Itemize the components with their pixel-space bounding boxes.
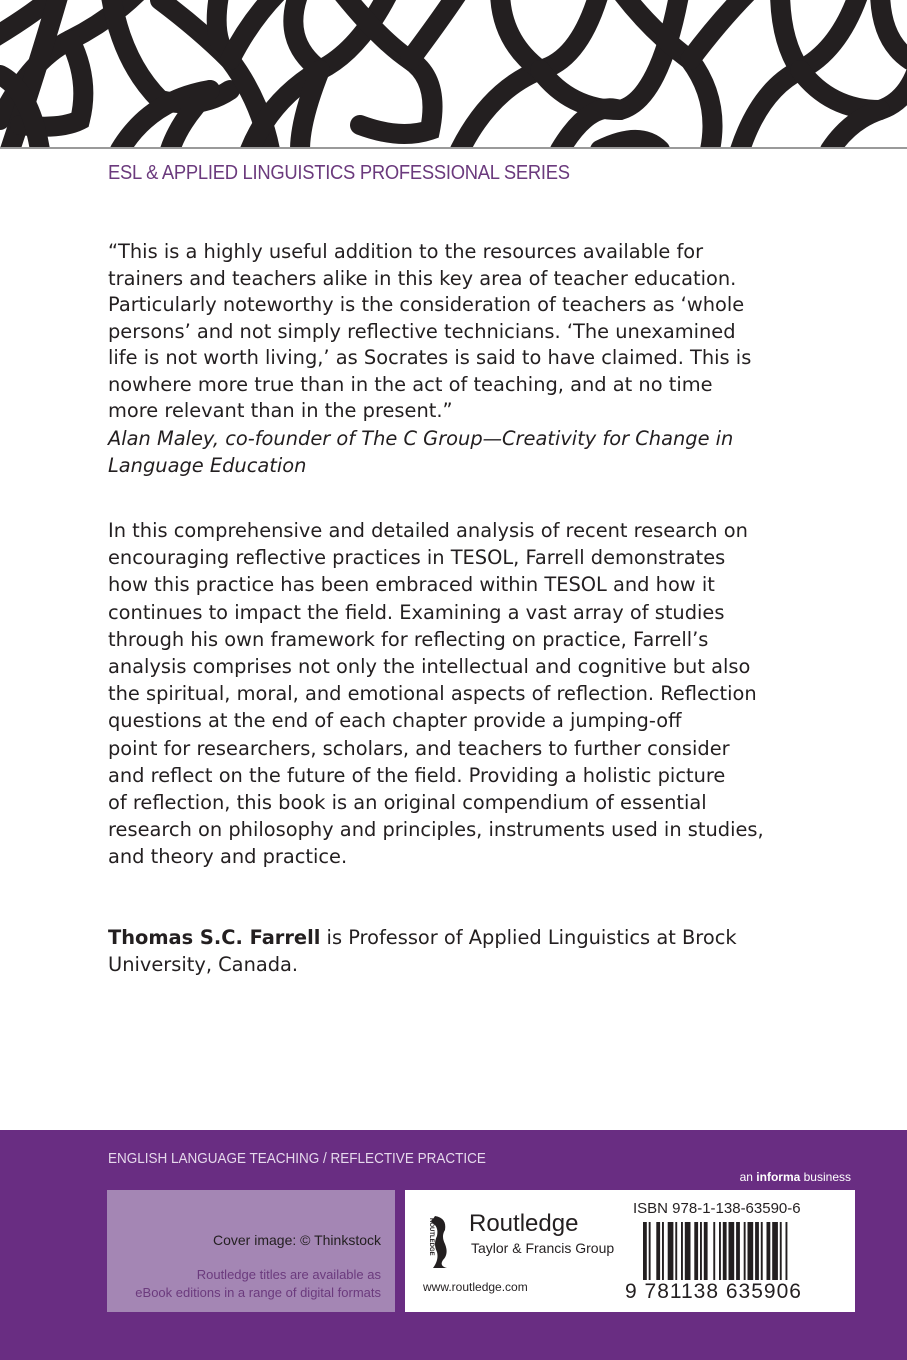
barcode-bar [755, 1222, 759, 1280]
barcode-bar [649, 1222, 651, 1280]
quote-line: life is not worth living,’ as Socrates is said to have claimed. This is [108, 346, 752, 369]
barcode-bar [643, 1222, 647, 1280]
footer-band [0, 1130, 907, 1360]
cover-credit: Cover image: © Thinkstock [212, 1232, 381, 1248]
barcode-bar [772, 1222, 778, 1280]
informa-tagline: an informa business [739, 1170, 851, 1184]
quote-line: more relevant than in the present.” [108, 399, 453, 422]
book-description [108, 517, 764, 870]
description-line: point for researchers, scholars, and teachers to further consider [108, 736, 730, 760]
barcode-bar [694, 1222, 698, 1280]
quote-line: Particularly noteworthy is the consideration of teachers as ‘whole [108, 293, 745, 316]
description-line: through his own framework for reflecting on practice, Farrell’s [108, 627, 709, 651]
barcode-bar [675, 1222, 677, 1280]
header-divider [0, 147, 907, 149]
isbn: ISBN 978-1-138-63590-6 [633, 1200, 801, 1217]
barcode-bar [729, 1222, 735, 1280]
barcode-bar [723, 1222, 727, 1280]
barcode-bar [736, 1222, 740, 1280]
quote-line: “This is a highly useful addition to the resources available for [108, 240, 704, 263]
barcode-bar [704, 1222, 708, 1280]
barcode-bar [713, 1222, 715, 1280]
quote-line: trainers and teachers alike in this key area of teacher education. [108, 266, 737, 290]
publisher-name: Routledge [469, 1210, 579, 1237]
routledge-logo-icon [421, 1214, 451, 1269]
barcode-bar [656, 1222, 660, 1280]
publisher-box [405, 1190, 855, 1312]
barcode-bar [761, 1222, 763, 1280]
barcode-bar [744, 1222, 746, 1280]
barcode-bar [681, 1222, 683, 1280]
description-line: encouraging reflective practices in TESOL, Farrell demonstrates [108, 546, 726, 570]
description-line: analysis comprises not only the intellectual and cognitive but also [108, 654, 751, 678]
barcode-bar [662, 1222, 664, 1280]
barcode-number: 9 781138 635906 [625, 1280, 802, 1303]
cover-lattice-pattern [0, 0, 907, 148]
description-line: continues to impact the field. Examining a vast array of studies [108, 600, 725, 624]
publisher-group: Taylor & Francis Group [471, 1240, 615, 1256]
description-line: questions at the end of each chapter provide a jumping-off [108, 709, 682, 733]
attribution-line: Language Education [108, 453, 307, 477]
barcode-bar [668, 1222, 674, 1280]
description-line: and theory and practice. [108, 845, 348, 869]
attribution-line: Alan Maley, co-founder of The C Group—Creativity for Change in [108, 427, 734, 450]
barcode-bar [719, 1222, 721, 1280]
description-line: how this practice has been embraced within TESOL and how it [108, 573, 715, 597]
author-bio-text: University, Canada. [108, 952, 299, 976]
quote-line: persons’ and not simply reflective technicians. ‘The unexamined [108, 319, 736, 343]
quote-line: nowhere more true than in the act of teaching, and at no time [108, 372, 713, 396]
series-title: ESL & APPLIED LINGUISTICS PROFESSIONAL SERIES [108, 162, 570, 184]
publisher-url[interactable]: www.routledge.com [423, 1280, 528, 1294]
svg-text:ROUTLEDGE: ROUTLEDGE [428, 1218, 434, 1256]
credits-box [107, 1190, 395, 1312]
barcode-bar [767, 1222, 771, 1280]
subject-category: ENGLISH LANGUAGE TEACHING / REFLECTIVE PRACTICE [108, 1150, 486, 1167]
description-line: and reflect on the future of the field. Providing a holistic picture [108, 763, 726, 787]
barcode-bar [700, 1222, 702, 1280]
quote-attribution [108, 426, 733, 479]
barcode-bar [786, 1222, 788, 1280]
author-bio-text: is Professor of Applied Linguistics at Brock [320, 926, 737, 949]
author-name: Thomas S.C. Farrell [108, 926, 321, 949]
barcode-bar [748, 1222, 754, 1280]
barcode-graphic [643, 1222, 845, 1286]
description-line: research on philosophy and principles, instruments used in studies, [108, 818, 764, 842]
endorsement-quote [108, 239, 751, 425]
barcode-bar [780, 1222, 782, 1280]
author-bio [108, 925, 737, 978]
ebook-availability: Routledge titles are available as eBook editions in a range of digital formats [135, 1267, 381, 1300]
description-line: In this comprehensive and detailed analysis of recent research on [108, 519, 748, 542]
barcode-bar [685, 1222, 691, 1280]
description-line: the spiritual, moral, and emotional aspects of reflection. Reflection [108, 682, 757, 706]
lattice-graphic [0, 0, 907, 148]
description-line: of reflection, this book is an original compendium of essential [108, 790, 707, 814]
